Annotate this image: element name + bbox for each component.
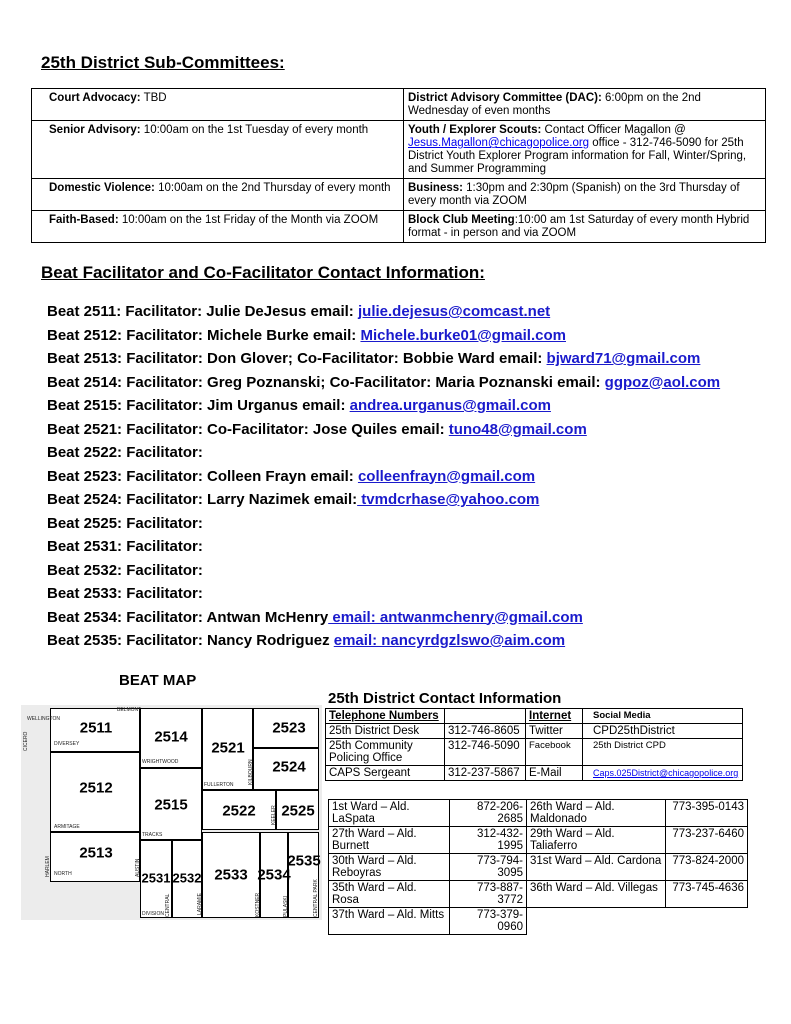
ward-name: 36th Ward – Ald. Villegas (527, 881, 666, 908)
beat-facilitator-row (47, 561, 720, 585)
internet-label: Facebook (526, 739, 583, 766)
street-label: PULASKI (283, 895, 289, 917)
table-row (329, 800, 748, 827)
cell-label: District Advisory Committee (DAC): (408, 92, 602, 104)
cell-label: Block Club Meeting (408, 214, 515, 226)
ward-phone: 773-379-0960 (450, 908, 527, 935)
ward-name: 1st Ward – Ald. LaSpata (329, 800, 450, 827)
beat-facilitator-row (47, 608, 720, 632)
beat-label: 2532 (172, 870, 202, 886)
street-label: LARAMIE (197, 893, 203, 915)
email-link[interactable]: Jesus.Magallon@chicagopolice.org (408, 137, 590, 149)
ward-phone: 773-395-0143 (666, 800, 748, 827)
table-row (326, 766, 743, 781)
street-label: AUSTIN (135, 858, 141, 877)
table-row (329, 881, 748, 908)
beat-facilitator-row (47, 537, 720, 561)
cell-label: Senior Advisory: (49, 124, 141, 136)
cell-text: :10:00 am 1st Saturday of every month Hybrid format - in person and via ZOOM (408, 214, 750, 239)
ward-phone: 872-206-2685 (450, 800, 527, 827)
internet-value[interactable]: CPD25thDistrict (583, 724, 743, 739)
street-label: WELLINGTON (27, 716, 60, 722)
beat-facilitator-text: Beat 2532: Facilitator: (47, 561, 203, 579)
table-row (32, 121, 766, 179)
beats-title: Beat Facilitator and Co-Facilitator Contact Information: (41, 263, 485, 282)
street-label: DIVERSEY (54, 741, 80, 747)
beat-facilitator-text: Beat 2514: Facilitator: Greg Poznanski; Co-Facilitator: Maria Poznanski email: (47, 373, 605, 391)
beat-email-link[interactable]: Michele.burke01@gmail.com (360, 326, 566, 344)
street-label: BELMONT (117, 707, 142, 713)
cell-text: 6:00pm on the 2nd Wednesday of even months (408, 92, 701, 117)
beat-label: 2515 (154, 796, 188, 814)
internet-label: Twitter (526, 724, 583, 739)
ward-phone: 312-432-1995 (450, 827, 527, 854)
street-label: KOSTNER (255, 892, 261, 917)
contact-label: CAPS Sergeant (326, 766, 445, 781)
beat-facilitator-row (47, 326, 720, 350)
beat-email-link[interactable]: bjward71@gmail.com (546, 350, 701, 367)
ward-phone: 773-794-3095 (450, 854, 527, 881)
cell-text: TBD (140, 92, 167, 104)
beat-facilitator-text: Beat 2535: Facilitator: Nancy Rodriguez (47, 632, 334, 649)
beat-email-link[interactable]: tvmdcrhase@yahoo.com (357, 491, 540, 508)
beat-facilitator-text: Beat 2513: Facilitator: Don Glover; Co-Facilitator: Bobbie Ward email: (47, 350, 547, 367)
beat-label: 2533 (214, 866, 248, 884)
beat-facilitator-text: Beat 2523: Facilitator: Colleen Frayn email: (47, 467, 358, 485)
ward-phone: 773-887-3772 (450, 881, 527, 908)
beat-email-link[interactable]: ggpoz@aol.com (604, 373, 721, 391)
street-label: KILBOURN (248, 759, 254, 785)
table-row (32, 179, 766, 211)
beat-email-link[interactable]: email: nancyrdgzlswo@aim.com (333, 632, 566, 649)
table-row (326, 739, 743, 766)
cell-label: Youth / Explorer Scouts: (408, 124, 542, 136)
beat-facilitator-text: Beat 2521: Facilitator: Co-Facilitator: Jose Quiles email: (47, 420, 449, 438)
beat-label: 2512 (79, 779, 113, 797)
beat-label: 2523 (272, 719, 306, 737)
beat-label: 2514 (154, 728, 188, 746)
internet-label: E-Mail (526, 766, 583, 781)
table-row (326, 724, 743, 739)
beat-facilitator-row (47, 420, 720, 444)
beat-facilitator-text: Beat 2534: Facilitator: Antwan McHenry (47, 608, 329, 626)
beat-label: 2511 (79, 719, 113, 737)
cell-text: office - 312-746-5090 for 25th District Youth Explorer Program information for Fall, Winter/Spring, and Summer Programming (408, 137, 747, 175)
beat-label: 2524 (272, 758, 306, 776)
beat-facilitator-row (47, 349, 720, 373)
beat-facilitator-text: Beat 2522: Facilitator: (47, 444, 203, 461)
beat-facilitator-text: Beat 2525: Facilitator: (47, 514, 203, 532)
contact-title: 25th District Contact Information (328, 690, 562, 707)
cell-label: Business: (408, 182, 463, 194)
beat-facilitator-text: Beat 2511: Facilitator: Julie DeJesus email: (47, 303, 358, 320)
header-internet: Internet (526, 709, 583, 724)
ward-phone: 773-237-6460 (666, 827, 748, 854)
beat-label: 2521 (211, 739, 245, 757)
beat-label: 2525 (281, 802, 315, 820)
beat-facilitator-row (47, 443, 720, 467)
cell-label: Faith-Based: (49, 214, 119, 226)
beat-facilitator-row (47, 373, 720, 397)
ward-name: 26th Ward – Ald. Maldonado (527, 800, 666, 827)
street-label: CENTRAL (165, 893, 171, 917)
street-label: FULLERTON (204, 782, 234, 788)
beat-label: 2534 (257, 866, 291, 884)
table-row (326, 709, 743, 724)
contact-table (325, 708, 743, 781)
ward-name: 27th Ward – Ald. Burnett (329, 827, 450, 854)
ward-name: 37th Ward – Ald. Mitts (329, 908, 450, 935)
subcommittees-table (31, 88, 766, 243)
email-link[interactable]: Caps.025District@chicagopolice.org (593, 768, 739, 778)
street-label: NORTH (54, 871, 72, 877)
contact-phone: 312-237-5867 (445, 766, 526, 781)
street-label: HARLEM (45, 856, 51, 877)
ward-name: 31st Ward – Ald. Cardona (527, 854, 666, 881)
beat-facilitator-row (47, 302, 720, 326)
street-label: TRACKS (142, 832, 163, 838)
cell-text: 10:00am on the 1st Friday of the Month via ZOOM (118, 214, 379, 226)
beat-email-link[interactable]: tuno48@gmail.com (448, 420, 587, 438)
beat-email-link[interactable]: andrea.urganus@gmail.com (349, 397, 551, 414)
table-row (329, 908, 748, 935)
beat-facilitator-row (47, 631, 720, 655)
beat-label: 2513 (79, 844, 113, 862)
table-row (32, 211, 766, 243)
cell-text: 10:00am on the 2nd Thursday of every month (154, 182, 391, 194)
cell-label: Court Advocacy: (49, 92, 141, 104)
cell-text: Contact Officer Magallon @ (541, 124, 686, 136)
beat-facilitator-text: Beat 2515: Facilitator: Jim Urganus email: (47, 397, 350, 414)
ward-phone: 773-745-4636 (666, 881, 748, 908)
cell-text: 1:30pm and 2:30pm (Spanish) on the 3rd Thursday of every month via ZOOM (408, 182, 740, 207)
internet-value[interactable]: 25th District CPD (583, 739, 743, 766)
ward-table (328, 799, 748, 935)
beat-facilitator-text: Beat 2533: Facilitator: (47, 585, 203, 602)
table-row (32, 89, 766, 121)
beat-map-title: BEAT MAP (119, 672, 197, 689)
beat-facilitator-row (47, 584, 720, 608)
street-label: ARMITAGE (54, 824, 80, 830)
contact-phone: 312-746-8605 (445, 724, 526, 739)
street-label: DIVISION (142, 911, 164, 917)
subcommittees-title: 25th District Sub-Committees: (41, 53, 285, 72)
ward-name: 29th Ward – Ald. Taliaferro (527, 827, 666, 854)
beat-facilitator-row (47, 467, 720, 491)
beat-facilitator-row (47, 514, 720, 538)
ward-name: 35th Ward – Ald. Rosa (329, 881, 450, 908)
contact-label: 25th District Desk (326, 724, 445, 739)
table-row (329, 827, 748, 854)
header-phones: Telephone Numbers (326, 709, 445, 724)
beat-label: 2535 (287, 852, 321, 870)
beat-email-link[interactable]: julie.dejesus@comcast.net (357, 303, 551, 320)
beat-email-link[interactable]: email: antwanmchenry@gmail.com (328, 608, 583, 626)
beat-facilitator-text: Beat 2512: Facilitator: Michele Burke email: (47, 326, 361, 344)
beat-facilitator-text: Beat 2524: Facilitator: Larry Nazimek email: (47, 491, 358, 508)
beat-email-link[interactable]: colleenfrayn@gmail.com (357, 467, 536, 485)
street-label: CENTRAL PARK (313, 879, 319, 917)
beat-label: 2522 (222, 802, 256, 820)
street-label: WRIGHTWOOD (142, 759, 179, 765)
street-label: KEELER (271, 805, 277, 825)
cell-text: 10:00am on the 1st Tuesday of every month (140, 124, 369, 136)
header-social: Social Media (583, 709, 743, 724)
table-row (329, 854, 748, 881)
beats-list (47, 302, 720, 655)
cell-label: Domestic Violence: (49, 182, 155, 194)
ward-phone: 773-824-2000 (666, 854, 748, 881)
contact-label: 25th Community Policing Office (326, 739, 445, 766)
ward-name: 30th Ward – Ald. Reboyras (329, 854, 450, 881)
street-label: CICERO (23, 731, 29, 751)
beat-map (21, 705, 322, 920)
beat-facilitator-row (47, 396, 720, 420)
beat-facilitator-row (47, 490, 720, 514)
contact-phone: 312-746-5090 (445, 739, 526, 766)
beat-label: 2531 (141, 870, 171, 886)
beat-facilitator-text: Beat 2531: Facilitator: (47, 538, 203, 555)
